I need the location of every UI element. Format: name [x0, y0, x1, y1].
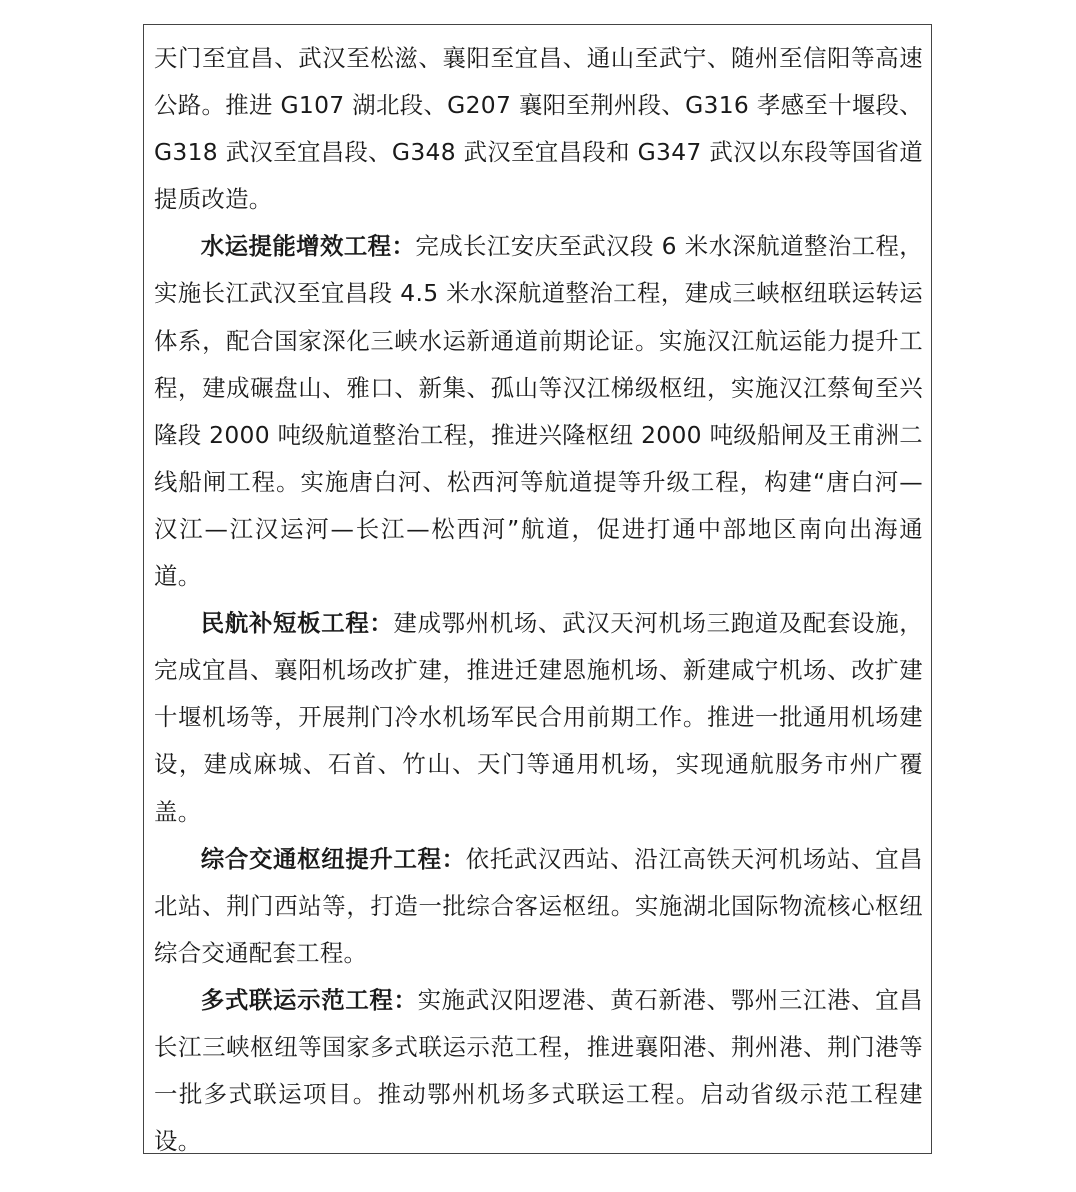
paragraph-heading: 多式联运示范工程：: [200, 985, 418, 1014]
paragraph-hub: [154, 836, 923, 977]
paragraph-text: 建成鄂州机场、武汉天河机场三跑道及配套设施，完成宜昌、襄阳机场改扩建，推进迁建恩施机场、新建咸宁机场、改扩建十堰机场等，开展荆门冷水机场军民合用前期工作。推进一批通用机场建设，建成麻城、石首、竹山、天门等通用机场，实现通航服务市州广覆盖。: [154, 609, 923, 826]
paragraph-aviation: [154, 600, 923, 835]
paragraph-multimodal: [154, 977, 923, 1165]
paragraph-heading: 民航补短板工程：: [200, 609, 394, 638]
paragraph-highways: [154, 35, 923, 223]
paragraph-heading: 水运提能增效工程：: [200, 232, 416, 261]
paragraph-text: 天门至宜昌、武汉至松滋、襄阳至宜昌、通山至武宁、随州至信阳等高速公路。推进 G107 湖北段、G207 襄阳至荆州段、G316 孝感至十堰段、G318 武汉至宜昌段、G348 武汉至宜昌段和 G347 武汉以东段等国省道提质改造。: [154, 44, 923, 214]
text-box: [143, 24, 932, 1154]
paragraph-text: 依托武汉西站、沿江高铁天河机场站、宜昌北站、荆门西站等，打造一批综合客运枢纽。实施湖北国际物流核心枢纽综合交通配套工程。: [154, 844, 923, 967]
paragraph-waterway: [154, 223, 923, 600]
paragraph-text: 实施武汉阳逻港、黄石新港、鄂州三江港、宜昌长江三峡枢纽等国家多式联运示范工程，推进襄阳港、荆州港、荆门港等一批多式联运项目。推动鄂州机场多式联运工程。启动省级示范工程建设。: [154, 985, 923, 1156]
paragraph-heading: 综合交通枢纽提升工程：: [200, 844, 466, 873]
paragraph-text: 完成长江安庆至武汉段 6 米水深航道整治工程，实施长江武汉至宜昌段 4.5 米水深航道整治工程，建成三峡枢纽联运转运体系，配合国家深化三峡水运新通道前期论证。实施汉江航运能力提升工程，建成碾盘山、雅口、新集、孤山等汉江梯级枢纽，实施汉江蔡甸至兴隆段 2000 吨级航道整治工程，推进兴隆枢纽 2000 吨级船闸及王甫洲二线船闸工程。实施唐白河、松西河等航道提等升级工程，构建“唐白河—汉江—江汉运河—长江—松西河”航道，促进打通中部地区南向出海通道。: [154, 232, 923, 591]
